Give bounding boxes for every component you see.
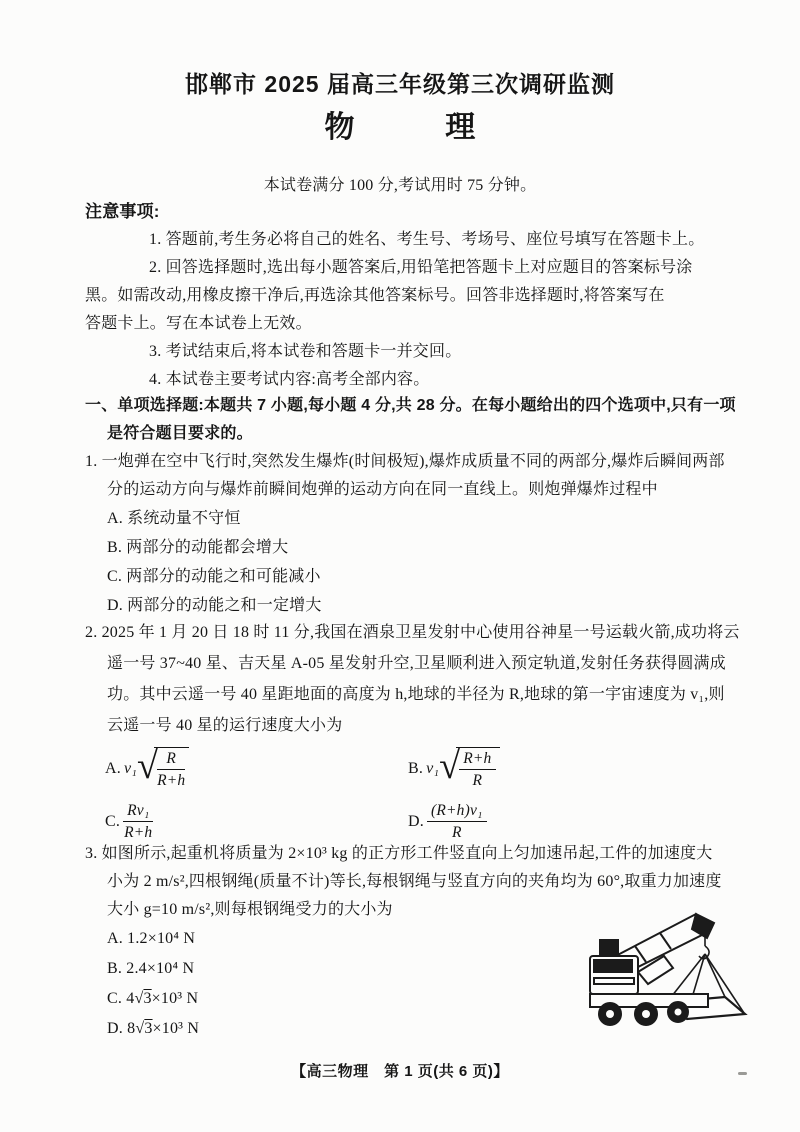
exam-title: 邯郸市 2025 届高三年级第三次调研监测 <box>185 71 615 97</box>
fraction <box>123 801 153 842</box>
notice-item-4: 4. 本试卷主要考试内容:高考全部内容。 <box>149 371 430 388</box>
question-1 <box>85 448 725 620</box>
option-label: D. <box>408 812 424 830</box>
radicand: 3 <box>143 990 152 1007</box>
option-label: C. <box>105 812 121 830</box>
notice-heading: 注意事项: <box>85 202 160 221</box>
fraction <box>459 749 495 790</box>
radicand <box>154 747 189 790</box>
notice-item-2-line-2: 黑。如需改动,用橡皮擦干净后,再选涂其他答案标号。回答非选择题时,将答案写在 <box>85 287 665 304</box>
q2-option-c <box>105 798 408 845</box>
crane-illustration <box>578 898 768 1063</box>
option-text: B. 2.4×10⁴ N <box>107 960 195 977</box>
numerator: (R+h)v₁ <box>427 801 487 822</box>
denominator: R <box>451 824 462 841</box>
q1-stem-line-1: 1. 一炮弹在空中飞行时,突然发生爆炸(时间极短),爆炸成质量不同的两部分,爆炸后瞬间两部 <box>85 453 725 470</box>
numerator: R+h <box>459 749 495 770</box>
sqrt-sign: √ <box>137 744 159 787</box>
q2-option-d <box>408 798 725 845</box>
q2-stem-line-3: 功。其中云遥一号 40 星距地面的高度为 h,地球的半径为 R,地球的第一宇宙速度为 v₁,则 <box>107 686 725 703</box>
q2-stem-line-1: 2. 2025 年 1 月 20 日 18 时 11 分,我国在酒泉卫星发射中心使用谷神星一号运载火箭,成功将云 <box>85 624 740 641</box>
q2-options <box>85 745 725 845</box>
coefficient: v₁ <box>426 759 440 777</box>
notice-item-1: 1. 答题前,考生务必将自己的姓名、考生号、考场号、座位号填写在答题卡上。 <box>149 231 705 248</box>
fraction <box>427 801 487 842</box>
coefficient: v₁ <box>123 759 138 777</box>
denominator: R+h <box>124 824 153 841</box>
notice-item-2-line-3: 答题卡上。写在本试卷上无效。 <box>85 315 312 332</box>
notice-item-3: 3. 考试结束后,将本试卷和答题卡一并交回。 <box>149 343 462 360</box>
denominator: R <box>472 772 483 789</box>
q2-stem-line-4: 云遥一号 40 星的运行速度大小为 <box>107 717 343 734</box>
q2-stem-line-2: 遥一号 37~40 星、吉天星 A-05 星发射升空,卫星顺利进入预定轨道,发射任务获得圆满成 <box>107 655 726 672</box>
q1-option-a: A. 系统动量不守恒 <box>107 510 241 527</box>
q1-option-d: D. 两部分的动能之和一定增大 <box>107 597 322 614</box>
q3-stem-line-2: 小为 2 m/s²,四根钢绳(质量不计)等长,每根钢绳与竖直方向的夹角均为 60°,取重力加速度 <box>107 873 722 890</box>
section-1-header-line-1: 一、单项选择题:本题共 7 小题,每小题 4 分,共 28 分。在每小题给出的四个选项中,只有一项 <box>85 397 736 414</box>
q2-option-b <box>408 745 725 792</box>
q1-option-b: B. 两部分的动能都会增大 <box>107 539 289 556</box>
numerator: R <box>157 749 185 770</box>
option-text: A. 1.2×10⁴ N <box>107 930 196 947</box>
fraction <box>157 749 185 790</box>
q1-option-c: C. 两部分的动能之和可能减小 <box>107 568 321 585</box>
notice-item-2-line-1: 2. 回答选择题时,选出每小题答案后,用铅笔把答题卡上对应题目的答案标号涂 <box>149 259 693 276</box>
q3-stem-line-3: 大小 g=10 m/s²,则每根钢绳受力的大小为 <box>107 901 393 918</box>
section-1-header-line-2: 是符合题目要求的。 <box>107 425 253 442</box>
q1-stem-line-2: 分的运动方向与爆炸前瞬间炮弹的运动方向在同一直线上。则炮弹爆炸过程中 <box>107 481 658 498</box>
option-unit: ×10³ N <box>151 990 199 1007</box>
radicand <box>456 747 499 790</box>
notice-section <box>85 198 725 394</box>
subject-title: 物 理 <box>324 111 476 144</box>
radicand: 3 <box>144 1020 153 1037</box>
sqrt-sign: √ <box>439 744 461 787</box>
option-label: A. <box>105 759 121 777</box>
numerator: Rv₁ <box>123 801 153 822</box>
exam-info-line: 本试卷满分 100 分,考试用时 75 分钟。 <box>263 177 537 194</box>
q2-option-a <box>105 745 408 792</box>
q3-stem-line-1: 3. 如图所示,起重机将质量为 2×10³ kg 的正方形工件竖直向上匀加速吊起,工件的加速度大 <box>85 845 713 862</box>
denominator: R+h <box>157 772 186 789</box>
option-unit: ×10³ N <box>152 1020 200 1037</box>
page-footer: 【高三物理 第 1 页(共 6 页)】 <box>291 1063 509 1080</box>
option-text: C. 4√ <box>107 990 144 1007</box>
option-text: D. 8√ <box>107 1020 145 1037</box>
ink-smudge <box>738 1072 747 1075</box>
option-label: B. <box>408 759 424 777</box>
section-1-header <box>85 392 736 448</box>
question-2 <box>85 617 740 845</box>
